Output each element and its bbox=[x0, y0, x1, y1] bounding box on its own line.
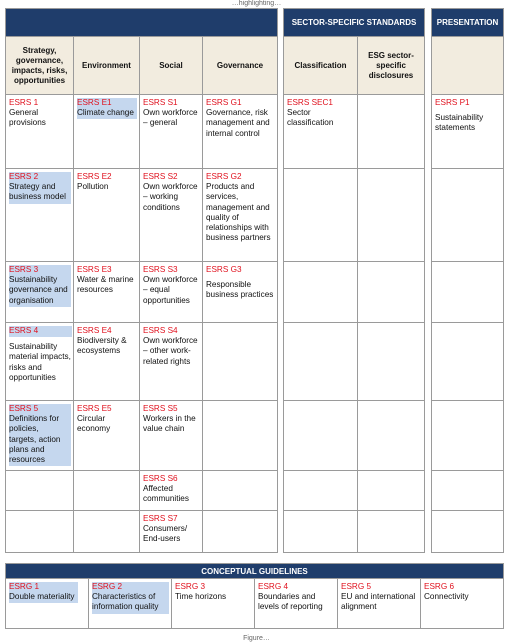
col-header-governance: Governance bbox=[203, 37, 278, 95]
col-header-social: Social bbox=[140, 37, 203, 95]
col-header-strategy: Strategy, governance, impacts, risks, opportunities bbox=[6, 37, 74, 95]
sector-specific-header: SECTOR-SPECIFIC STANDARDS bbox=[284, 9, 425, 37]
cell-classification-empty bbox=[284, 471, 358, 511]
cell-esrg-2: ESRG 2 Characteristics of information quality bbox=[89, 579, 172, 629]
presentation-header: PRESENTATION bbox=[432, 9, 504, 37]
cell-governance-empty bbox=[203, 511, 278, 553]
cell-esrs-5: ESRS 5 Definitions for policies, targets, action plans and resources bbox=[6, 401, 74, 471]
cell-esrs-e3: ESRS E3 Water & marine resources bbox=[74, 262, 140, 323]
cell-esg-empty bbox=[358, 323, 425, 401]
col-header-presentation bbox=[432, 37, 504, 95]
cell-classification-empty bbox=[284, 323, 358, 401]
cell-environment-empty bbox=[74, 471, 140, 511]
cell-strategy-empty bbox=[6, 511, 74, 553]
cell-esrs-s2: ESRS S2 Own workforce – working conditions bbox=[140, 169, 203, 262]
cell-esrg-4: ESRG 4 Boundaries and levels of reporting bbox=[255, 579, 338, 629]
cell-presentation-empty bbox=[432, 323, 504, 401]
cell-esg-empty bbox=[358, 95, 425, 169]
cell-classification-empty bbox=[284, 262, 358, 323]
cell-governance-empty bbox=[203, 401, 278, 471]
cell-esrs-s1: ESRS S1 Own workforce – general bbox=[140, 95, 203, 169]
cell-presentation-empty bbox=[432, 511, 504, 553]
cell-esrs-g2: ESRS G2 Products and services, management and quality of relationships with business partners bbox=[203, 169, 278, 262]
cell-esrs-s5: ESRS S5 Workers in the value chain bbox=[140, 401, 203, 471]
main-header-bar bbox=[6, 9, 278, 37]
cell-strategy-empty bbox=[6, 471, 74, 511]
cell-esg-empty bbox=[358, 511, 425, 553]
cell-esrs-sec1: ESRS SEC1 Sector classification bbox=[284, 95, 358, 169]
cell-presentation-empty bbox=[432, 262, 504, 323]
cell-environment-empty bbox=[74, 511, 140, 553]
cell-esrs-g3: ESRS G3 Responsible business practices bbox=[203, 262, 278, 323]
esrs-architecture-table bbox=[5, 8, 504, 553]
cell-presentation-empty bbox=[432, 471, 504, 511]
cell-classification-empty bbox=[284, 169, 358, 262]
cell-esrs-1: ESRS 1 General provisions bbox=[6, 95, 74, 169]
bottom-caption: Figure… bbox=[243, 635, 270, 642]
cell-esg-empty bbox=[358, 471, 425, 511]
col-header-classification: Classification bbox=[284, 37, 358, 95]
cell-presentation-empty bbox=[432, 169, 504, 262]
cell-classification-empty bbox=[284, 511, 358, 553]
top-caption: …highlighting… bbox=[231, 0, 282, 7]
col-header-esg: ESG sector-specific disclosures bbox=[358, 37, 425, 95]
cell-esrs-e2: ESRS E2 Pollution bbox=[74, 169, 140, 262]
cell-governance-empty bbox=[203, 323, 278, 401]
cell-esrg-6: ESRG 6 Connectivity bbox=[421, 579, 504, 629]
cell-classification-empty bbox=[284, 401, 358, 471]
cell-esg-empty bbox=[358, 262, 425, 323]
cell-esg-empty bbox=[358, 401, 425, 471]
cell-esrs-3: ESRS 3 Sustainability governance and organisation bbox=[6, 262, 74, 323]
cell-esrs-s6: ESRS S6 Affected communities bbox=[140, 471, 203, 511]
conceptual-guidelines-table bbox=[5, 563, 504, 629]
cell-esrs-e4: ESRS E4 Biodiversity & ecosystems bbox=[74, 323, 140, 401]
cell-esrs-p1: ESRS P1 Sustainability statements bbox=[432, 95, 504, 169]
cell-esrg-5: ESRG 5 EU and international alignment bbox=[338, 579, 421, 629]
col-header-environment: Environment bbox=[74, 37, 140, 95]
conceptual-guidelines-header: CONCEPTUAL GUIDELINES bbox=[6, 564, 504, 579]
cell-presentation-empty bbox=[432, 401, 504, 471]
cell-esrg-3: ESRG 3 Time horizons bbox=[172, 579, 255, 629]
cell-esrs-e1: ESRS E1 Climate change bbox=[74, 95, 140, 169]
cell-esrg-1: ESRG 1 Double materiality bbox=[6, 579, 89, 629]
cell-esrs-2: ESRS 2 Strategy and business model bbox=[6, 169, 74, 262]
cell-esrs-s7: ESRS S7 Consumers/ End-users bbox=[140, 511, 203, 553]
cell-esrs-s4: ESRS S4 Own workforce – other work-related rights bbox=[140, 323, 203, 401]
cell-governance-empty bbox=[203, 471, 278, 511]
cell-esrs-s3: ESRS S3 Own workforce – equal opportunities bbox=[140, 262, 203, 323]
cell-esrs-e5: ESRS E5 Circular economy bbox=[74, 401, 140, 471]
cell-esrs-4: ESRS 4 Sustainability material impacts, risks and opportunities bbox=[6, 323, 74, 401]
cell-esg-empty bbox=[358, 169, 425, 262]
cell-esrs-g1: ESRS G1 Governance, risk management and internal control bbox=[203, 95, 278, 169]
